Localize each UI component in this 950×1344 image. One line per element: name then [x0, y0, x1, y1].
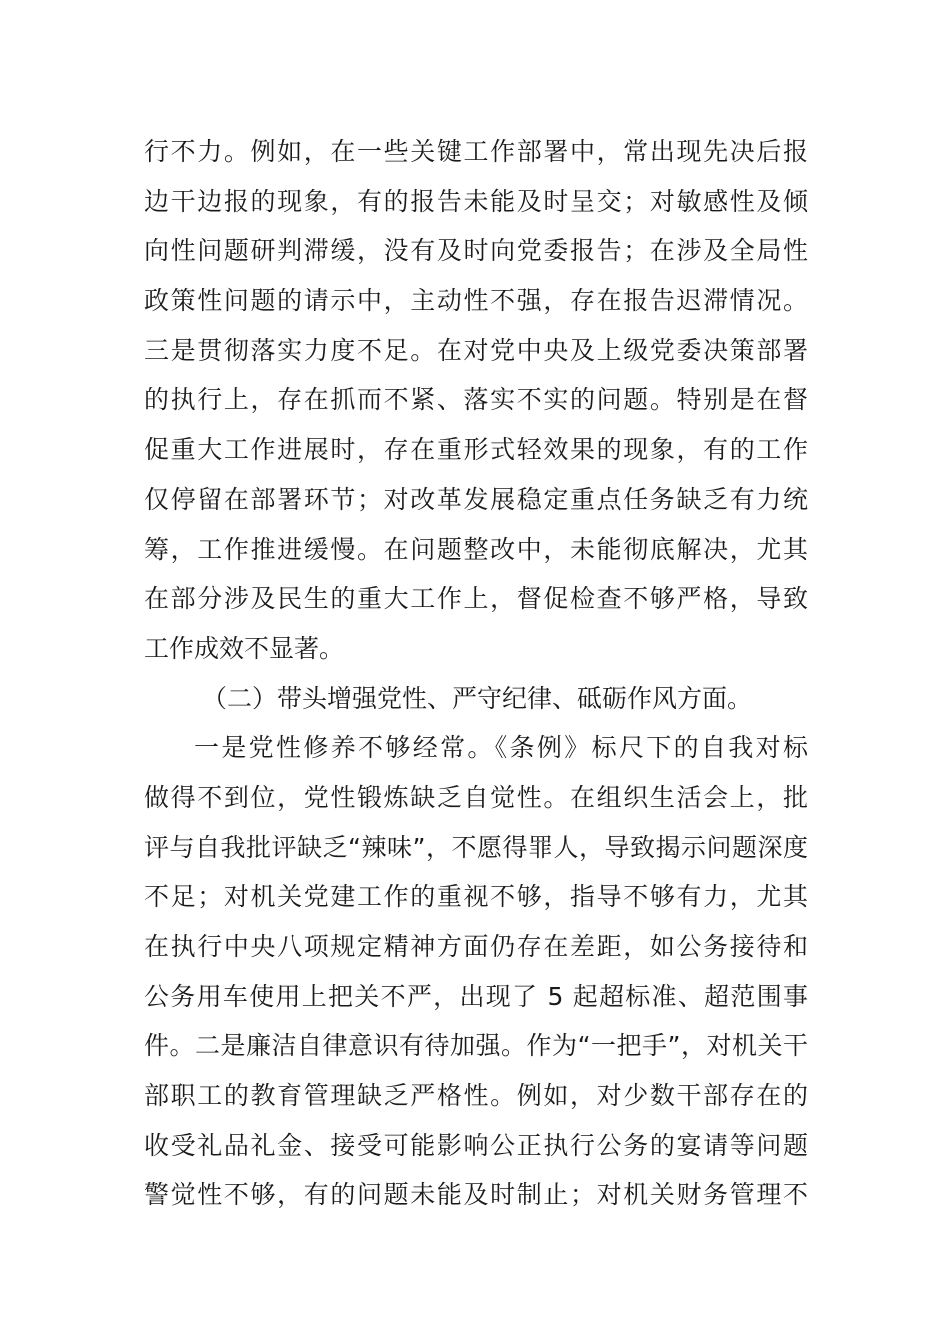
- text-line-paragraph-end: 工作成效不显著。: [144, 633, 345, 663]
- text-line: 部职工的教育管理缺乏严格性。例如，对少数干部存在的: [144, 1081, 808, 1111]
- text-line: 行不力。例如，在一些关键工作部署中，常出现先决后报: [144, 137, 808, 166]
- section-heading: （二）带头增强党性、严守纪律、砥砺作风方面。: [202, 683, 753, 713]
- body-text: [144, 127, 808, 1220]
- text-line: 件。二是廉洁自律意识有待加强。作为“一把手”，对机关干: [144, 1031, 808, 1061]
- text-line: 做得不到位，党性锻炼缺乏自觉性。在组织生活会上，批: [144, 782, 808, 812]
- text-line: 不足；对机关党建工作的重视不够，指导不够有力，尤其: [144, 882, 808, 912]
- text-line: 向性问题研判滞缓，没有及时向党委报告；在涉及全局性: [144, 236, 808, 266]
- text-line: 警觉性不够，有的问题未能及时制止；对机关财务管理不: [144, 1180, 808, 1210]
- text-line: 政策性问题的请示中，主动性不强，存在报告迟滞情况。: [144, 286, 808, 316]
- text-line: 在部分涉及民生的重大工作上，督促检查不够严格，导致: [144, 584, 808, 614]
- text-line: 公务用车使用上把关不严，出现了 5 起超标准、超范围事: [144, 981, 808, 1011]
- text-line: 筹，工作推进缓慢。在问题整改中，未能彻底解决，尤其: [144, 534, 808, 564]
- text-line: 仅停留在部署环节；对改革发展稳定重点任务缺乏有力统: [144, 484, 808, 514]
- text-line: 边干边报的现象，有的报告未能及时呈交；对敏感性及倾: [144, 186, 808, 216]
- text-line: 在执行中央八项规定精神方面仍存在差距，如公务接待和: [144, 932, 808, 961]
- text-line: 促重大工作进展时，存在重形式轻效果的现象，有的工作: [144, 435, 808, 465]
- text-line: 的执行上，存在抓而不紧、落实不实的问题。特别是在督: [144, 385, 808, 415]
- text-line: 三是贯彻落实力度不足。在对党中央及上级党委决策部署: [144, 335, 808, 365]
- text-line: 评与自我批评缺乏“辣味”，不愿得罪人，导致揭示问题深度: [144, 832, 808, 862]
- text-line: 收受礼品礼金、接受可能影响公正执行公务的宴请等问题: [144, 1130, 808, 1160]
- text-line-paragraph-start: 一是党性修养不够经常。《条例》标尺下的自我对标: [194, 733, 808, 763]
